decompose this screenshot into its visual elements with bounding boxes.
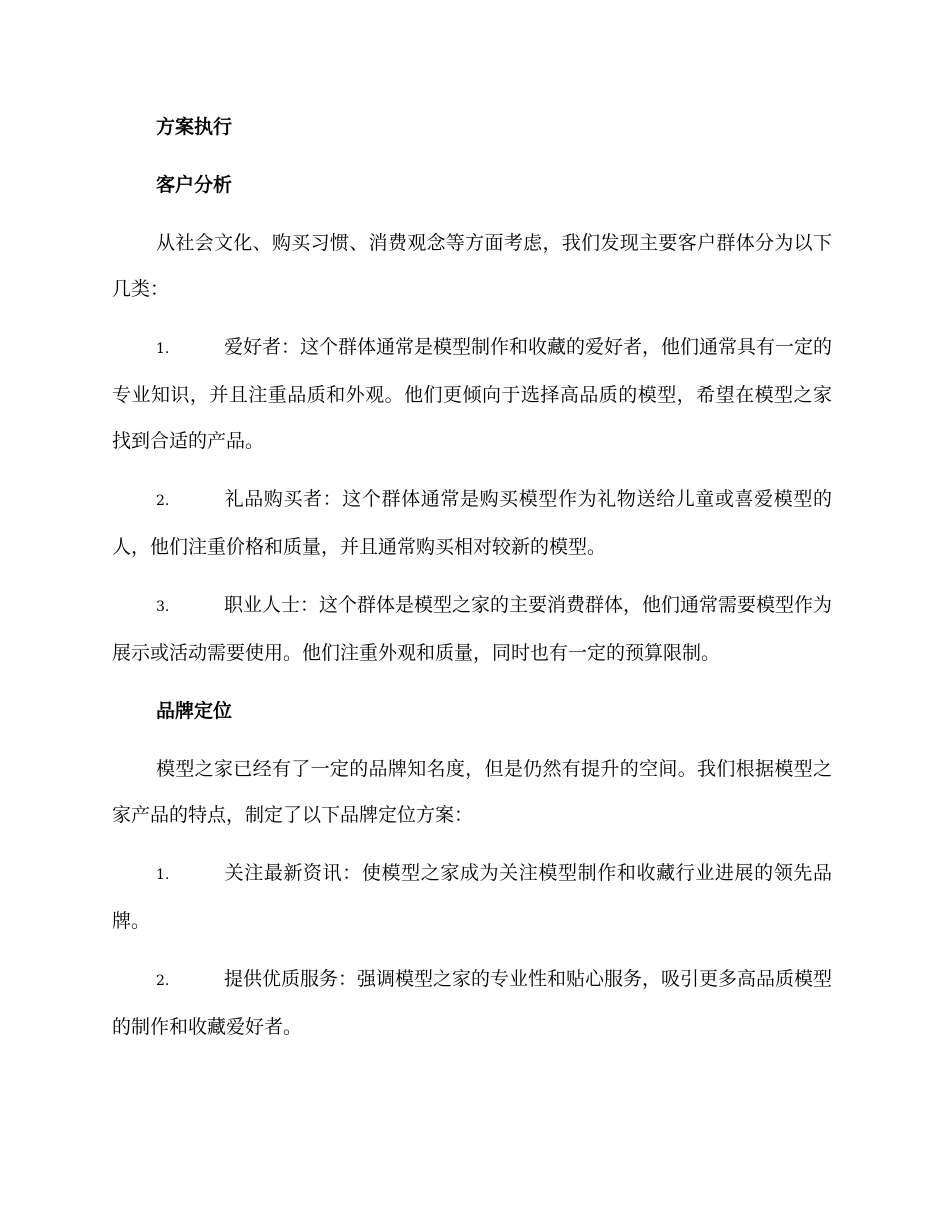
paragraph-brand-intro: 模型之家已经有了一定的品牌知名度，但是仍然有提升的空间。我们根据模型之家产品的特点，制定了以下品牌定位方案： <box>112 758 832 826</box>
list-item-gift-buyers <box>112 476 832 570</box>
heading-plan-execution: 方案执行 <box>156 116 233 138</box>
document-body <box>112 104 832 1062</box>
list-item-latest-news <box>112 850 832 944</box>
list-item-text: 礼品购买者：这个群体通常是购买模型作为礼物送给儿童或喜爱模型的人，他们注重价格和质量，并且通常购买相对较新的模型。 <box>112 488 832 558</box>
list-item-text: 爱好者：这个群体通常是模型制作和收藏的爱好者，他们通常具有一定的专业知识，并且注重品质和外观。他们更倾向于选择高品质的模型，希望在模型之家找到合适的产品。 <box>112 336 833 452</box>
heading-customer-analysis: 客户分析 <box>156 174 233 196</box>
list-item-quality-service <box>112 956 832 1050</box>
list-item-text: 关注最新资讯：使模型之家成为关注模型制作和收藏行业进展的领先品牌。 <box>112 862 832 932</box>
list-number: 1. <box>156 341 170 357</box>
list-item-text: 职业人士：这个群体是模型之家的主要消费群体，他们通常需要模型作为展示或活动需要使用。他们注重外观和质量，同时也有一定的预算限制。 <box>112 594 833 664</box>
list-number: 1. <box>156 867 170 883</box>
paragraph-customer-intro: 从社会文化、购买习惯、消费观念等方面考虑，我们发现主要客户群体分为以下几类： <box>112 232 832 300</box>
list-number: 3. <box>156 599 170 615</box>
list-item-text: 提供优质服务：强调模型之家的专业性和贴心服务，吸引更多高品质模型的制作和收藏爱好者。 <box>112 968 833 1038</box>
list-item-enthusiasts <box>112 324 832 464</box>
list-item-professionals <box>112 582 832 676</box>
heading-brand-positioning: 品牌定位 <box>156 700 233 722</box>
list-number: 2. <box>156 493 170 509</box>
list-number: 2. <box>156 973 170 989</box>
